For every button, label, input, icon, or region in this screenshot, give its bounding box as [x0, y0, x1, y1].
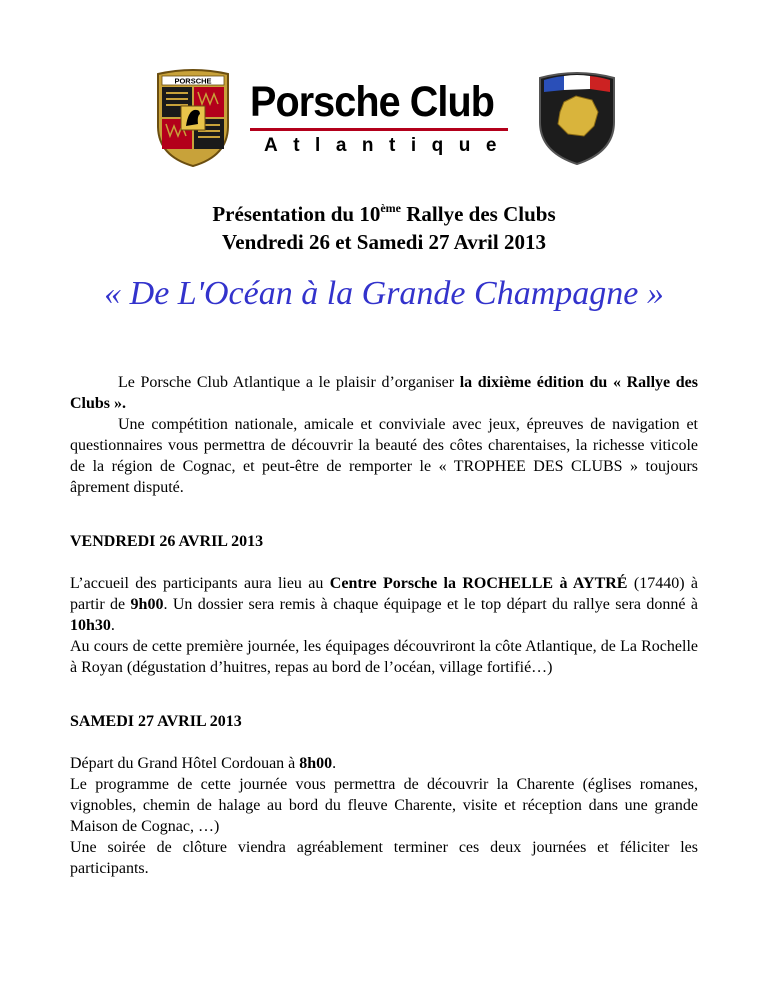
- saturday-text-1: Départ du Grand Hôtel Cordouan à: [70, 755, 300, 772]
- intro-paragraph-2: Une compétition nationale, amicale et conviviale avec jeux, épreuves de navigation et questionnaires vous permettra de découvrir la beauté des côtes charentaises, la richesse viticole de la région de Cognac, et peut-être de remporter le « TROPHEE DES CLUBS » toujours âprement disputé.: [70, 416, 698, 496]
- friday-text-1: L’accueil des participants aura lieu au: [70, 575, 330, 592]
- saturday-text-2: .: [332, 755, 337, 772]
- friday-start-time: 10h30: [70, 617, 111, 634]
- title-line-2: Vendredi 26 et Samedi 27 Avril 2013: [222, 230, 546, 254]
- saturday-start-time: 8h00: [299, 755, 333, 772]
- title-line-1: [0, 200, 768, 228]
- saturday-heading: SAMEDI 27 AVRIL 2013: [70, 713, 242, 730]
- porsche-crest-icon: [154, 68, 232, 168]
- title-superscript: ème: [380, 201, 402, 215]
- club-header: [0, 60, 768, 170]
- saturday-paragraph-1: [70, 753, 698, 774]
- intro-text: Le Porsche Club Atlantique a le plaisir d’organiser: [118, 374, 460, 391]
- brand-divider: [250, 128, 508, 131]
- friday-text-4: .: [110, 617, 115, 634]
- france-shield-icon: [534, 66, 620, 166]
- title-prefix: Présentation du 10: [212, 202, 381, 226]
- friday-heading: VENDREDI 26 AVRIL 2013: [70, 533, 264, 550]
- friday-paragraph-2: Au cours de cette première journée, les équipages découvriront la côte Atlantique, de La Rochelle à Royan (dégustation d’huitres, repas au bord de l’océan, village fortifié…): [70, 638, 698, 676]
- document-body: [70, 372, 698, 879]
- friday-text-2: (17440) à partir de: [70, 575, 698, 613]
- event-title: [0, 200, 768, 256]
- saturday-paragraph-3: Une soirée de clôture viendra agréablement terminer ces deux journées et féliciter les participants.: [70, 839, 698, 877]
- brand-subtitle: Atlantique: [264, 135, 512, 156]
- friday-location: Centre Porsche la ROCHELLE à AYTRÉ: [329, 575, 628, 592]
- friday-paragraph-1: [70, 573, 698, 636]
- club-brand: [250, 78, 522, 157]
- crest-label: PORSCHE: [174, 76, 212, 86]
- event-slogan: « De L'Océan à la Grande Champagne »: [104, 275, 664, 312]
- friday-text-3: . Un dossier sera remis à chaque équipage et le top départ du rallye sera donné à: [163, 596, 699, 613]
- friday-arrival-time: 9h00: [130, 596, 164, 613]
- brand-name: Porsche Club: [250, 78, 494, 126]
- title-suffix: Rallye des Clubs: [401, 202, 556, 226]
- intro-paragraph-1: [70, 372, 698, 414]
- intro-bold-text: la dixième édition du « Rallye des Clubs ».: [70, 374, 699, 412]
- saturday-paragraph-2: Le programme de cette journée vous permettra de découvrir la Charente (églises romanes, vignobles, chemin de halage au bord du fleuve Charente, visite et réception dans une grande Maison de Cognac, …): [70, 776, 698, 835]
